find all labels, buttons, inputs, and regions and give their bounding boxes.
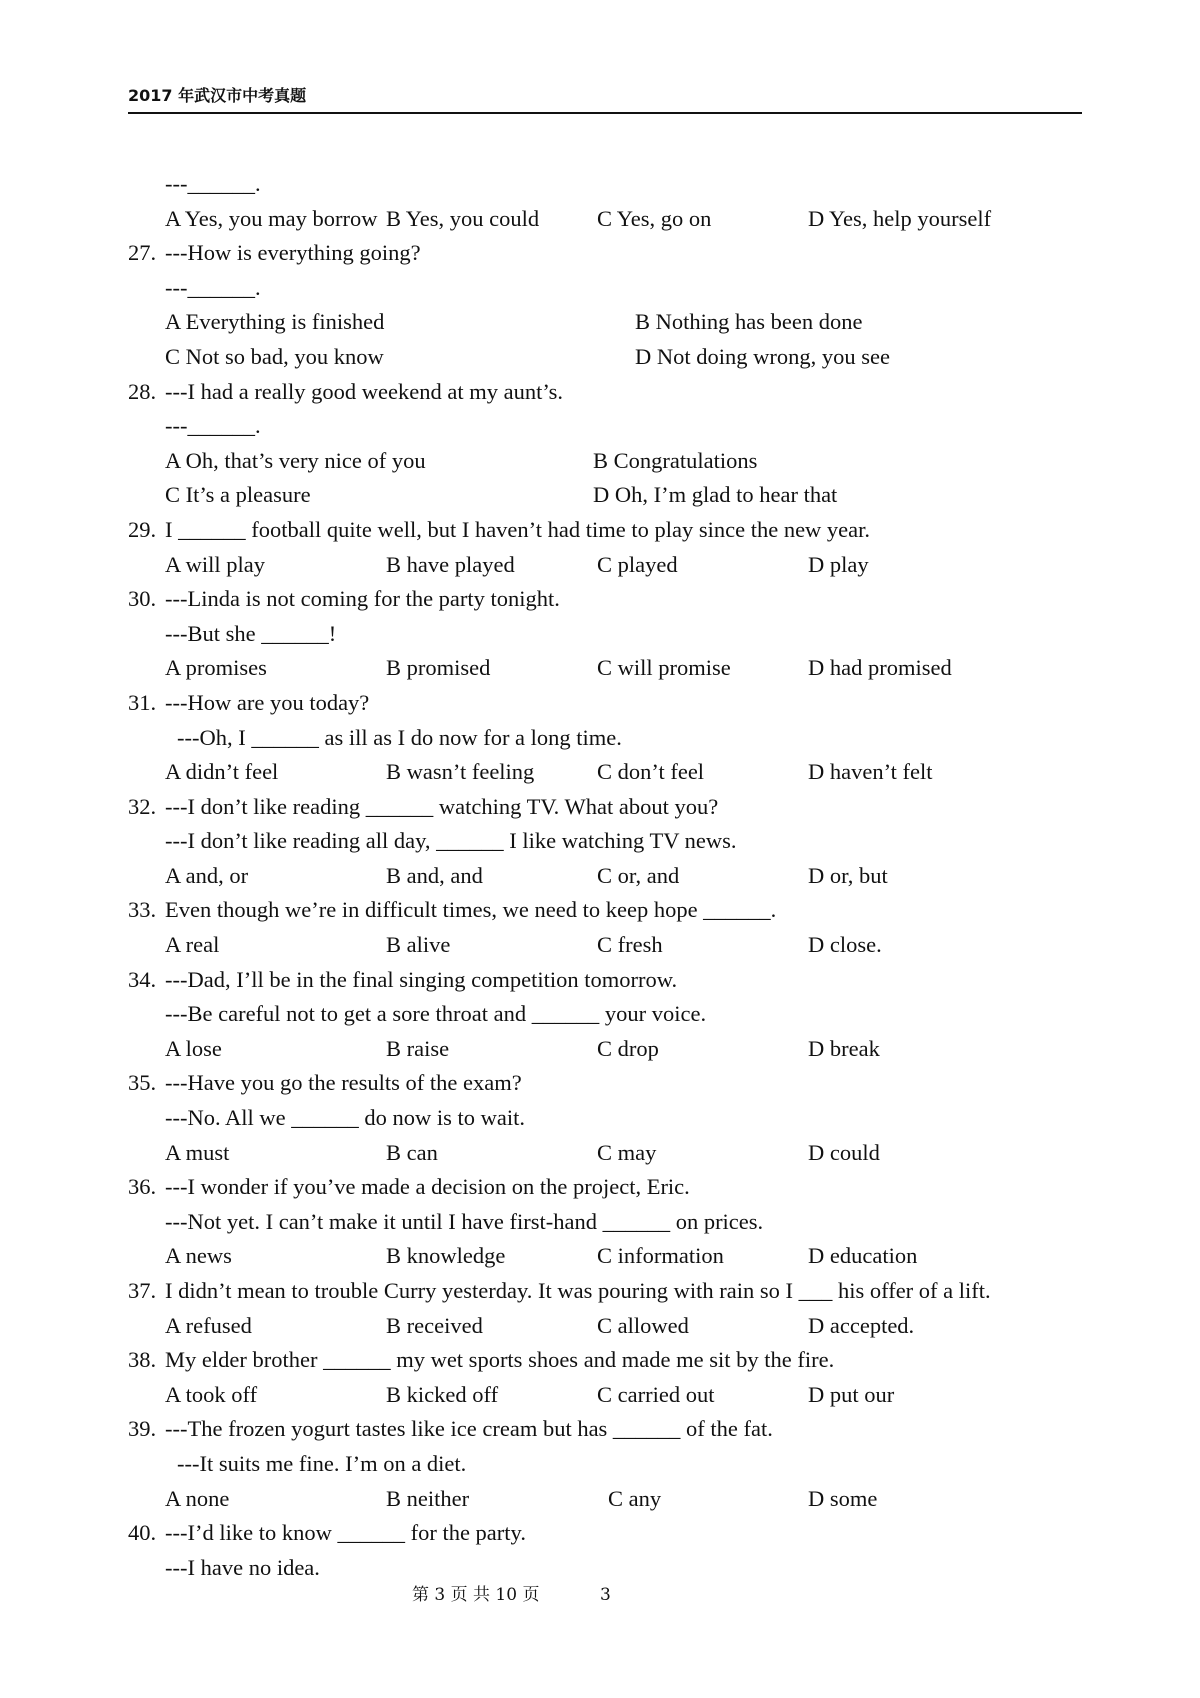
option-right: B Congratulations — [593, 447, 758, 473]
dialogue-line: ---No. All we ______ do now is to wait. — [165, 1105, 525, 1131]
question-number: 40. — [128, 1520, 157, 1546]
option-c: C information — [597, 1243, 724, 1269]
option-d: D had promised — [808, 655, 952, 681]
question-number: 31. — [128, 689, 157, 715]
question-row — [128, 1516, 1088, 1551]
page-footer — [0, 1582, 1200, 1608]
option-right: D Not doing wrong, you see — [635, 343, 890, 369]
option-left: A Everything is finished — [165, 309, 385, 335]
option-b: B promised — [386, 655, 491, 681]
option-d: D or, but — [808, 862, 888, 888]
option-c: C or, and — [597, 862, 680, 888]
page-header — [128, 86, 1082, 114]
option-c: C fresh — [597, 932, 663, 958]
answer-row — [128, 824, 1088, 859]
options-row — [128, 1482, 1088, 1517]
dialogue-line: ---Oh, I ______ as ill as I do now for a long time. — [177, 724, 622, 750]
options-row — [128, 305, 1088, 340]
option-right: B Nothing has been done — [635, 309, 863, 335]
option-a: A promises — [165, 655, 267, 681]
option-d: D haven’t felt — [808, 759, 933, 785]
question-row — [128, 1066, 1088, 1101]
question-row — [128, 1170, 1088, 1205]
options-row — [128, 202, 1088, 237]
option-c: C allowed — [597, 1312, 689, 1338]
option-right: D Oh, I’m glad to hear that — [593, 482, 838, 508]
option-d: D education — [808, 1243, 918, 1269]
question-number: 34. — [128, 966, 157, 992]
option-c: C any — [608, 1485, 662, 1511]
options-row — [128, 548, 1088, 583]
question-row — [128, 513, 1088, 548]
answer-row — [128, 1447, 1088, 1482]
dialogue-line: ---I have no idea. — [165, 1554, 320, 1580]
option-a: A must — [165, 1139, 230, 1165]
option-c: C don’t feel — [597, 759, 705, 785]
option-d: D some — [808, 1485, 878, 1511]
question-number: 27. — [128, 240, 157, 266]
question-text: ---I had a really good weekend at my aunt’s. — [165, 378, 563, 404]
footer-page-number: 3 — [600, 1585, 611, 1605]
option-a: A none — [165, 1485, 230, 1511]
question-text: ---I wonder if you’ve made a decision on the project, Eric. — [165, 1174, 690, 1200]
dialogue-line: ---Be careful not to get a sore throat and ______ your voice. — [165, 1001, 707, 1027]
question-number: 37. — [128, 1278, 157, 1303]
question-text: I didn’t mean to trouble Curry yesterday. It was pouring with rain so I ___ his offer of a lift. — [165, 1278, 991, 1303]
option-a: A took off — [165, 1381, 258, 1407]
option-a: A Yes, you may borrow — [165, 205, 378, 231]
option-b: B kicked off — [386, 1381, 499, 1407]
option-b: B and, and — [386, 862, 483, 888]
option-c: C may — [597, 1139, 657, 1165]
question-text: ---I’d like to know ______ for the party. — [165, 1520, 526, 1546]
option-d: D close. — [808, 932, 882, 958]
option-c: C will promise — [597, 655, 731, 681]
option-d: D accepted. — [808, 1312, 915, 1338]
question-row — [128, 236, 1088, 271]
option-a: A refused — [165, 1312, 252, 1338]
answer-row — [128, 617, 1088, 652]
question-number: 30. — [128, 586, 157, 612]
question-list — [128, 167, 1088, 1585]
question-number: 38. — [128, 1347, 157, 1373]
options-row — [128, 478, 1088, 513]
question-number: 36. — [128, 1174, 157, 1200]
option-a: A lose — [165, 1035, 222, 1061]
option-c: C Yes, go on — [597, 205, 712, 231]
question-row — [128, 1412, 1088, 1447]
option-c: C played — [597, 551, 678, 577]
question-text: My elder brother ______ my wet sports shoes and made me sit by the fire. — [165, 1347, 835, 1373]
option-b: B neither — [386, 1485, 470, 1511]
options-row — [128, 1309, 1088, 1344]
question-number: 35. — [128, 1070, 157, 1096]
option-c: C carried out — [597, 1381, 715, 1407]
answer-row — [128, 1101, 1088, 1136]
options-row — [128, 651, 1088, 686]
dialogue-line: ---But she ______! — [165, 620, 337, 646]
question-text: I ______ football quite well, but I haven’t had time to play since the new year. — [165, 516, 871, 542]
dialogue-line: ---______. — [165, 274, 261, 300]
options-row — [128, 755, 1088, 790]
question-text: ---Linda is not coming for the party tonight. — [165, 586, 560, 612]
option-a: A news — [165, 1243, 232, 1269]
option-b: B knowledge — [386, 1243, 506, 1269]
dialogue-line: ---I don’t like reading all day, ______ I like watching TV news. — [165, 828, 737, 854]
question-row — [128, 790, 1088, 825]
question-text: ---Have you go the results of the exam? — [165, 1070, 522, 1096]
question-number: 33. — [128, 897, 157, 923]
question-text: ---How are you today? — [165, 689, 370, 715]
question-number: 28. — [128, 378, 157, 404]
option-b: B raise — [386, 1035, 450, 1061]
options-row — [128, 859, 1088, 894]
question-row — [128, 375, 1088, 410]
question-number: 29. — [128, 516, 157, 542]
question-row — [128, 582, 1088, 617]
answer-row — [128, 1205, 1088, 1240]
question-number: 39. — [128, 1416, 157, 1442]
option-left: C Not so bad, you know — [165, 343, 384, 369]
option-b: B received — [386, 1312, 483, 1338]
option-b: B Yes, you could — [386, 205, 540, 231]
option-d: D could — [808, 1139, 880, 1165]
options-row — [128, 1136, 1088, 1171]
options-row — [128, 340, 1088, 375]
question-number: 32. — [128, 793, 157, 819]
question-text: ---The frozen yogurt tastes like ice cream but has ______ of the fat. — [165, 1416, 773, 1442]
options-row — [128, 1378, 1088, 1413]
question-row — [128, 893, 1088, 928]
option-a: A and, or — [165, 862, 249, 888]
question-text: ---I don’t like reading ______ watching TV. What about you? — [165, 793, 719, 819]
question-text: ---Dad, I’ll be in the final singing competition tomorrow. — [165, 966, 678, 992]
options-row — [128, 444, 1088, 479]
option-a: A didn’t feel — [165, 759, 279, 785]
option-b: B have played — [386, 551, 515, 577]
option-d: D Yes, help yourself — [808, 205, 992, 231]
option-c: C drop — [597, 1035, 659, 1061]
dialogue-line: ---______. — [165, 171, 261, 196]
option-d: D put our — [808, 1381, 895, 1407]
question-row — [128, 1343, 1088, 1378]
dialogue-line: ---It suits me fine. I’m on a diet. — [177, 1450, 467, 1476]
answer-row — [128, 721, 1088, 756]
option-d: D play — [808, 551, 869, 577]
option-a: A will play — [165, 551, 265, 577]
option-b: B alive — [386, 932, 451, 958]
options-row — [128, 1239, 1088, 1274]
dialogue-line: ---Not yet. I can’t make it until I have first-hand ______ on prices. — [165, 1208, 764, 1234]
option-b: B wasn’t feeling — [386, 759, 535, 785]
answer-row — [128, 1551, 1088, 1586]
question-text: Even though we’re in difficult times, we need to keep hope ______. — [165, 897, 777, 923]
dialogue-line: ---______. — [165, 413, 261, 439]
answer-row — [128, 167, 1088, 202]
question-row — [128, 686, 1088, 721]
options-row — [128, 1032, 1088, 1067]
options-row — [128, 928, 1088, 963]
option-left: A Oh, that’s very nice of you — [165, 447, 426, 473]
question-row — [128, 1274, 1088, 1309]
option-left: C It’s a pleasure — [165, 482, 311, 508]
footer-page-label: 第 3 页 共 10 页 — [412, 1585, 540, 1605]
option-a: A real — [165, 932, 220, 958]
option-b: B can — [386, 1139, 438, 1165]
answer-row — [128, 409, 1088, 444]
question-row — [128, 963, 1088, 998]
answer-row — [128, 997, 1088, 1032]
header-title: 2017 年武汉市中考真题 — [128, 86, 307, 105]
question-text: ---How is everything going? — [165, 240, 421, 266]
answer-row — [128, 271, 1088, 306]
option-d: D break — [808, 1035, 880, 1061]
